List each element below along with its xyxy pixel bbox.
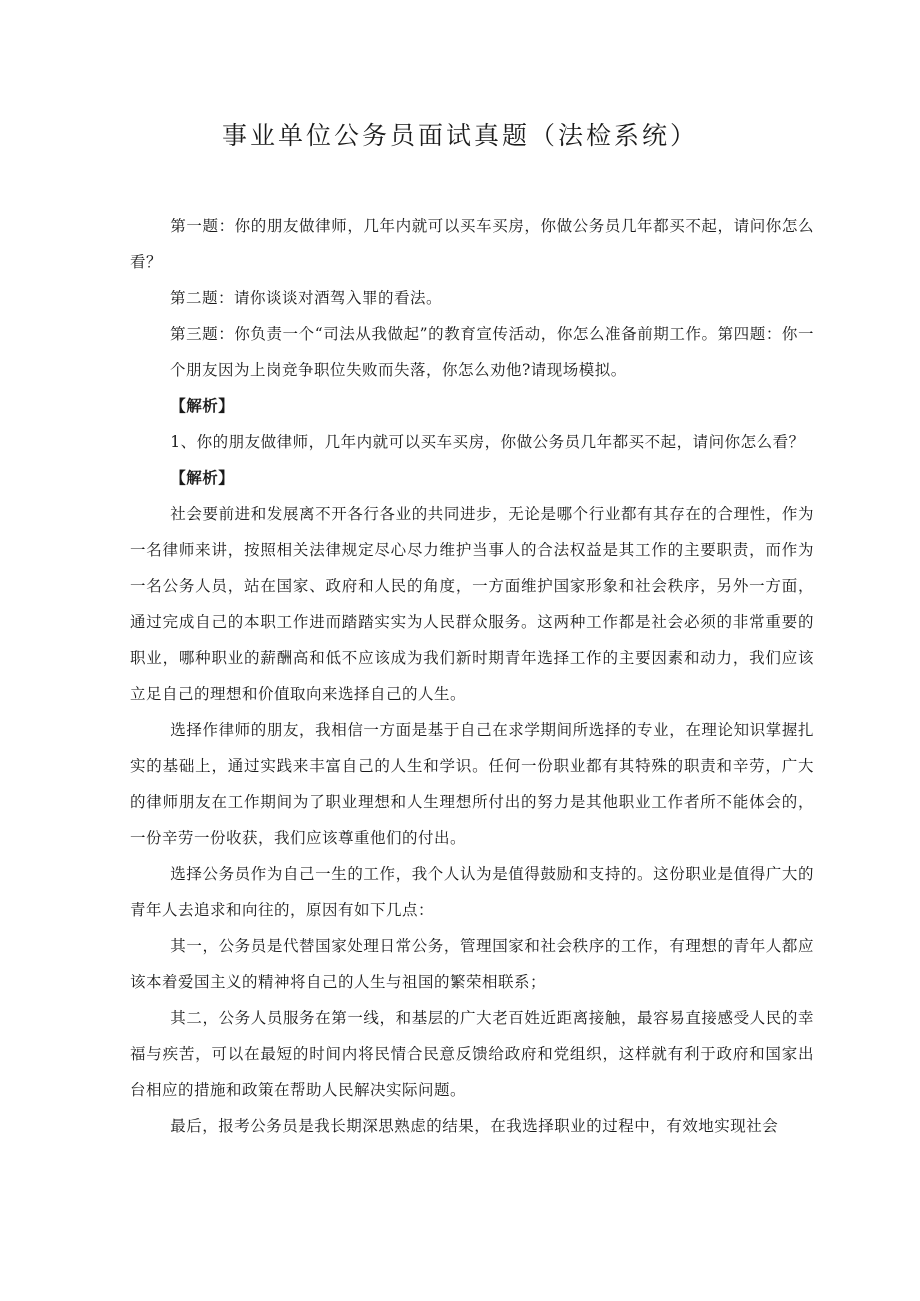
page-title: 事业单位公务员面试真题（法检系统） <box>221 121 698 150</box>
item-1-question: 1、你的朋友做律师，几年内就可以买车买房，你做公务员几年都买不起，请问你怎么看？ <box>170 433 805 451</box>
question-2: 第二题：请你谈谈对酒驾入罪的看法。 <box>170 289 443 307</box>
analysis-heading: 【解析】 <box>170 468 235 487</box>
paragraph: 选择公务员作为自己一生的工作，我个人认为是值得鼓励和支持的。这份职业是值得广大的青年人去追求和向往的，原因有如下几点： <box>130 865 814 919</box>
paragraph: 选择作律师的朋友，我相信一方面是基于自己在求学期间所选择的专业，在理论知识掌握扎实的基础上，通过实践来丰富自己的人生和学识。任何一份职业都有其特殊的职责和辛劳，广大的律师朋友在工作期间为了职业理想和人生理想所付出的努力是其他职业工作者所不能体会的，一份辛劳一份收获，我们应该尊重他们的付出。 <box>130 721 814 847</box>
question-3-4: 第三题：你负责一个“司法从我做起”的教育宣传活动，你怎么准备前期工作。第四题：你一个朋友因为上岗竞争职位失败而失落，你怎么劝他?请现场模拟。 <box>170 325 814 379</box>
paragraph: 最后，报考公务员是我长期深思熟虑的结果，在我选择职业的过程中，有效地实现社会 <box>170 1117 779 1135</box>
paragraph: 其二，公务人员服务在第一线，和基层的广大老百姓近距离接触，最容易直接感受人民的幸福与疾苦，可以在最短的时间内将民情合民意反馈给政府和党组织，这样就有利于政府和国家出台相应的措施和政策在帮助人民解决实际问题。 <box>130 1009 814 1099</box>
paragraph: 其一，公务员是代替国家处理日常公务，管理国家和社会秩序的工作，有理想的青年人都应该本着爱国主义的精神将自己的人生与祖国的繁荣相联系； <box>130 937 814 991</box>
document-body <box>130 208 814 1144</box>
question-1: 第一题：你的朋友做律师，几年内就可以买车买房，你做公务员几年都买不起，请问你怎么看？ <box>130 217 814 271</box>
questions-block <box>130 208 814 388</box>
paragraph: 社会要前进和发展离不开各行各业的共同进步，无论是哪个行业都有其存在的合理性，作为一名律师来讲，按照相关法律规定尽心尽力维护当事人的合法权益是其工作的主要职责，而作为一名公务人员，站在国家、政府和人民的角度，一方面维护国家形象和社会秩序，另外一方面，通过完成自己的本职工作进而踏踏实实为人民群众服务。这两种工作都是社会必须的非常重要的职业，哪种职业的薪酬高和低不应该成为我们新时期青年选择工作的主要因素和动力，我们应该立足自己的理想和价值取向来选择自己的人生。 <box>130 505 814 703</box>
analysis-heading: 【解析】 <box>170 396 235 415</box>
